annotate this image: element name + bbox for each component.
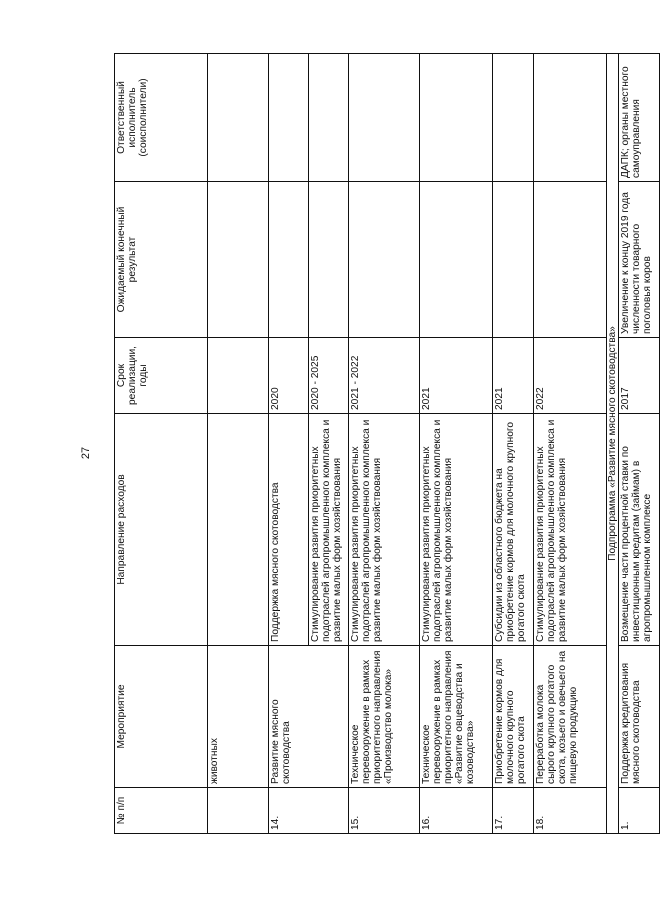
cell-direction: Стимулирование развития приоритетных подотраслей агропромышленного комплекса и развитие малых форм хозяйствования	[534, 414, 607, 646]
header-event: Мероприятие	[115, 646, 208, 788]
cell-event: Развитие мясного скотоводства	[269, 646, 349, 788]
cell-direction	[208, 414, 269, 646]
cell-num	[208, 788, 269, 834]
header-term: Срок реализации, годы	[115, 338, 208, 414]
page-number: 27	[80, 446, 92, 460]
cell-result	[493, 182, 534, 338]
cell-direction: Стимулирование развития приоритетных подотраслей агропромышленного комплекса и развитие малых форм хозяйствования	[309, 414, 349, 646]
header-result: Ожидаемый конечный результат	[115, 182, 208, 338]
cell-event: Техническое перевооружение в рамках приоритетного направления «Производство молока»	[349, 646, 420, 788]
cell-term: 2022	[534, 338, 607, 414]
cell-event: животных	[208, 646, 269, 788]
cell-num: 15.	[349, 788, 420, 834]
cell-executor	[493, 54, 534, 182]
table-row	[493, 54, 534, 834]
subprogram-title-row	[607, 54, 619, 834]
cell-term: 2021	[420, 338, 493, 414]
cell-result	[349, 182, 420, 338]
subprogram-title: Подпрограмма «Развитие мясного скотоводства»	[607, 54, 619, 834]
cell-executor	[534, 54, 607, 182]
cell-result: Увеличение к концу 2019 года численности товарного поголовья коров	[619, 182, 660, 338]
cell-executor	[349, 54, 420, 182]
header-direction: Направление расходов	[115, 414, 208, 646]
cell-result	[309, 182, 349, 338]
header-num: № п/п	[115, 788, 208, 834]
cell-executor	[208, 54, 269, 182]
cell-result	[534, 182, 607, 338]
cell-num: 16.	[420, 788, 493, 834]
cell-term: 2021 - 2022	[349, 338, 420, 414]
cell-term: 2017	[619, 338, 660, 414]
cell-direction: Поддержка мясного скотоводства	[269, 414, 309, 646]
table-row	[420, 54, 493, 834]
cell-term	[208, 338, 269, 414]
cell-event: Приобретение кормов для молочного крупного рогатого скота	[493, 646, 534, 788]
table-row	[269, 54, 309, 834]
cell-result	[208, 182, 269, 338]
cell-num: 1.	[619, 788, 660, 834]
table-row	[619, 54, 660, 834]
cell-event: Техническое перевооружение в рамках приоритетного направления «Развитие овцеводства и козоводства»	[420, 646, 493, 788]
cell-result	[420, 182, 493, 338]
cell-executor	[420, 54, 493, 182]
program-table	[114, 53, 660, 834]
cell-direction: Возмещение части процентной ставки по инвестиционным кредитам (займам) в агропромышленном комплексе	[619, 414, 660, 646]
cell-executor	[269, 54, 309, 182]
table-header-row	[115, 54, 208, 834]
cell-direction: Субсидии из областного бюджета на приобретение кормов для молочного крупного рогатого скота	[493, 414, 534, 646]
table-row	[349, 54, 420, 834]
cell-result	[269, 182, 309, 338]
cell-event: Поддержка кредитования мясного скотоводства	[619, 646, 660, 788]
cell-executor: ДАПК; органы местного самоуправления	[619, 54, 660, 182]
cell-direction: Стимулирование развития приоритетных подотраслей агропромышленного комплекса и развитие малых форм хозяйствования	[420, 414, 493, 646]
table-row	[534, 54, 607, 834]
cell-event: Переработка молока сырого крупного рогатого скота, козьего и овечьего на пищевую продукцию	[534, 646, 607, 788]
header-executor: Ответственный исполнитель (соисполнители)	[115, 54, 208, 182]
rotated-table-container	[114, 54, 653, 834]
cell-executor	[309, 54, 349, 182]
cell-num: 14.	[269, 788, 349, 834]
cell-num: 17.	[493, 788, 534, 834]
cell-term: 2020	[269, 338, 309, 414]
cell-direction: Стимулирование развития приоритетных подотраслей агропромышленного комплекса и развитие малых форм хозяйствования	[349, 414, 420, 646]
cell-num: 18.	[534, 788, 607, 834]
cell-term: 2020 - 2025	[309, 338, 349, 414]
cell-term: 2021	[493, 338, 534, 414]
table-row	[208, 54, 269, 834]
